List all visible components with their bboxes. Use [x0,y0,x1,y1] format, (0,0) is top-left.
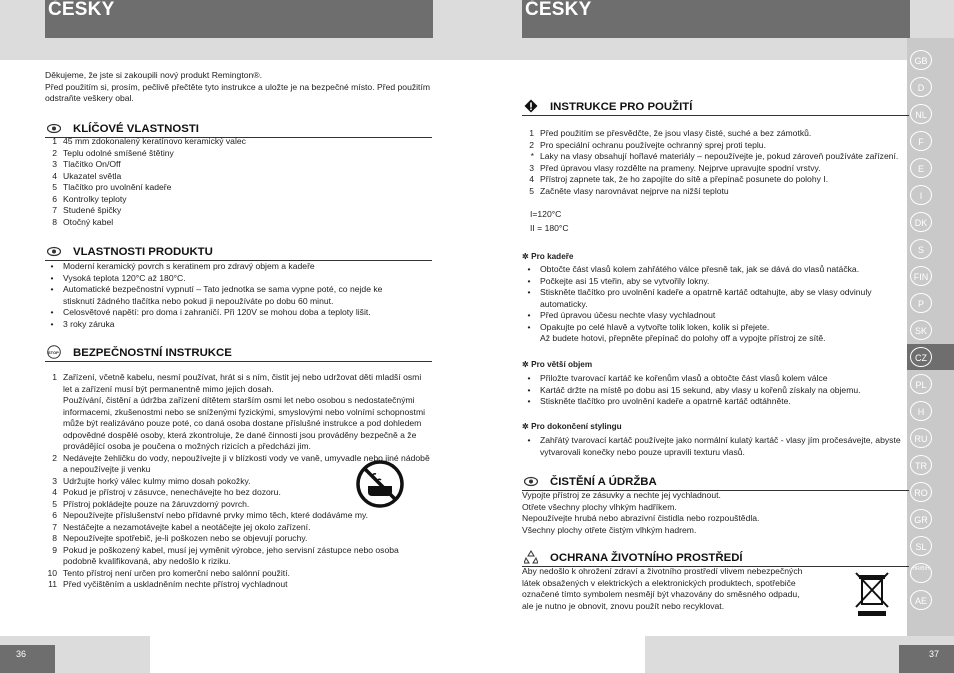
list-item [45,159,430,171]
list-item [45,284,410,307]
list-item-text: Před úpravou vlasy rozdělte na prameny. Nejprve upravujte spodní vrstvy. [540,162,821,173]
list-item [45,182,430,194]
weee-bin-icon [852,569,892,619]
list-item-text: Tlačítko On/Off [63,159,121,169]
eye-icon [47,123,61,134]
no-bath-water-icon [355,459,405,509]
stop-icon-label: STOP [48,350,59,355]
list-item-text: Nestáčejte a nezamotávejte kabel a neotáčejte jej okolo zařízení. [63,521,311,532]
temp-low: I=120°C [530,209,562,219]
list-item [522,163,902,175]
features-list [45,136,430,228]
list-item-marker: * [530,151,534,161]
cleaning-line-3: Nepoužívejte hrubá nebo abrazivní čistidla nebo rozpouštědla. [522,513,760,523]
eye-icon [524,476,538,487]
list-item [522,435,902,458]
eye-icon [47,246,61,257]
list-item-text: Celosvětové napětí: pro doma i zahraničí. Při 120V se mohou doba a teploty lišit. [63,307,371,317]
list-item-marker: • [527,310,531,320]
list-item-marker: 10 [47,567,57,578]
recycle-icon [524,550,538,564]
list-item-text: Pokud je poškozený kabel, musí jej vyměnit výrobce, jeho servisní zástupce nebo osoba podobně kvalifikovaná, aby nedošlo k riziku. [63,544,399,566]
list-item-marker: 3 [529,162,534,173]
list-item-marker: • [50,307,54,317]
list-item-marker: 7 [52,521,57,532]
list-item [45,510,430,522]
list-item-text: Zařízení, včetně kabelu, nesmí používat, hrát si s ním, čistit jej nebo udržovat děti mladší osmi let a zařízení musí být permanentně mimo jejich dosah. Používání, čistění a údržba zařízení dítětem starším osmi let nebo osobou s nedostatečnými informacemi, zkušenostmi nebo se sníženými fyzickými, smyslovými nebo volnímí schopnostmi může být realizáváno pouze poté, co daná osoba dostane příslušné instrukce a pod dohledem odpovědné dospělé osoby, která zkontroluje, že dané činnosti jsou prováděny bezpečně a že provádějící osoba je poučena o možných rizicích a předcházi jim. [63,372,426,451]
safety-heading [45,344,432,362]
list-item-text: Před vyčištěním a uskladněním nechte přístroj vychladnout [63,579,288,589]
list-item-marker: 8 [52,216,57,227]
curls-heading [522,251,573,261]
list-item-text: 3 roky záruka [63,318,115,329]
product-list [45,261,410,330]
list-item-marker: • [527,264,531,274]
list-item-text: Nepoužívejte spotřebič, je-li poškozen nebo se objevují poruchy. [63,533,308,543]
list-item-marker: 3 [52,159,57,169]
list-item [45,205,430,217]
language-tab-sk[interactable]: SK [910,320,932,340]
language-tab-sl[interactable]: SL [910,536,932,556]
list-item-text: Obtočte část vlasů kolem zahřátého válce přesně tak, jak se dává do vlasů natáčka. [540,264,860,274]
list-item-text: Tlačítko pro uvolnění kadeře [63,182,172,192]
list-item-text: Nedávejte žehličku do vody, nepoužívejte ji v blízkosti vody ve vaně, umyvadle nebo jiné nádobě a nepoužívejte ji venku [63,452,430,474]
list-item-text: Teplu odolné smíšené štětiny [63,147,174,158]
list-item [45,217,430,229]
volume-title: Pro větší objem [531,360,593,369]
list-item-marker: 6 [52,510,57,520]
list-item-marker: 1 [52,372,57,382]
list-item [45,319,410,331]
language-tab-dk[interactable]: DK [910,212,932,232]
list-item [522,128,902,140]
list-item [45,307,410,319]
left-header: ČESKY [45,0,433,38]
list-item-marker: • [527,384,531,395]
list-item-marker: • [527,396,531,406]
list-item-marker: • [50,284,54,294]
finish-heading [522,421,622,431]
list-item-text: Stiskněte tlačítko pro uvolnění kadeře a opatrně kartáč odtáhněte. [540,396,791,406]
list-item-text: Zahřátý tvarovací kartáč používejte jako normální kulatý kartáč - vlasy jím pročesávejte, abyste vytvarovali konečky nebo pouze upravili texturu vlasů. [540,435,901,457]
list-item-marker: • [527,321,531,332]
language-tab-nl[interactable]: NL [910,104,932,124]
cleaning-line-2: Otřete všechny plochy vlhkým hadříkem. [522,502,677,512]
list-item [45,545,430,568]
list-item-text: Automatické bezpečnostní vypnutí – Tato jednotka se sama vypne poté, co nejde ke stisknutí žádného tlačítka nebo pokud ji nepoužíváte po dobu 60 minut. [63,284,383,306]
page-number-right: 37 [929,649,940,659]
cleaning-heading [522,473,909,491]
page-number-left: 36 [16,649,27,659]
list-item-text: Začněte vlasy narovnávat nejprve na nižší teplotu [540,185,729,196]
list-item [522,322,902,345]
environment-title: OCHRANA ŽIVOTNÍHO PROSTŘEDÍ [550,552,743,564]
list-item-text: Počkejte asi 15 vteřin, aby se vytvořily lokny. [540,275,710,286]
language-tab-f[interactable]: F [910,131,932,151]
language-tab-gb[interactable]: GB [910,50,932,70]
list-item [522,385,902,397]
finish-title: Pro dokončení stylingu [531,422,622,431]
list-item-marker: • [527,435,531,445]
list-item-text: Tento přístroj není určen pro komerční nebo salónní použití. [63,567,290,578]
sun-icon: ✲ [522,422,529,431]
intro-text: Děkujeme, že jste si zakoupili nový produkt Remington®. Před použitím si, prosím, pečlivě přečtěte tyto instrukce a uložte je na bezpečné místo. Před použitím odstraňte veškery obal. [45,70,430,103]
list-item-text: Nepoužívejte příslušenství nebo přídavné prvky mimo těch, které dodáváme my. [63,510,369,520]
list-item-marker: 1 [52,136,57,146]
product-heading [45,243,432,261]
language-tab-ru[interactable]: RU [910,428,932,448]
list-item-marker: • [50,272,54,283]
cleaning-line-1: Vypojte přístroj ze zásuvky a nechte jej vychladnout. [522,490,721,500]
list-item-marker: 4 [529,174,534,184]
list-item-marker: 5 [529,185,534,196]
safety-title: BEZPEČNOSTNÍ INSTRUKCE [73,347,232,359]
list-item-text: Studené špičky [63,205,122,215]
volume-heading [522,359,592,369]
language-tab-i[interactable]: I [910,185,932,205]
volume-list [522,373,902,408]
list-item-text: Stiskněte tlačítko pro uvolnění kadeře a opatrně kartáč odtahujte, aby se vlasy odvinuly automaticky. [540,287,872,309]
list-item [522,396,902,408]
product-title: VLASTNOSTI PRODUKTU [73,246,213,258]
list-item [45,194,430,206]
right-header: ČESKY [522,0,910,38]
list-item-marker: 5 [52,498,57,509]
environment-text: Aby nedošlo k ohrožení zdraví a životního prostředí vlivem nebezpečných látek obsažených v elektrických a elektronických produktech, spotřebiče označené tímto symbolem nesmějí být vhazovány do směsného odpadu, ale je nutno je obnovit, znovu použít nebo recyklovat. [522,566,803,611]
sun-icon: ✲ [522,360,529,369]
list-item-text: Moderní keramický povrch s keratinem pro zdravý objem a kadeře [63,261,315,271]
sun-icon: ✲ [522,252,529,261]
instructions-heading [522,98,909,116]
list-item-marker: • [527,287,531,297]
list-item-marker: 6 [52,193,57,204]
list-item-marker: 9 [52,544,57,555]
cleaning-line-4: Všechny plochy otřete čistým vlhkým hadrem. [522,525,697,535]
list-item [45,261,410,273]
list-item-text: Před použitím se přesvědčte, že jsou vlasy čisté, suché a bez zámotků. [540,128,812,138]
list-item-text: Kontrolky teploty [63,193,127,204]
list-item-marker: 1 [529,128,534,138]
list-item-text: Před úpravou účesu nechte vlasy vychladnout [540,310,716,320]
list-item-text: Laky na vlasy obsahují hořlavé materiály – nepoužívejte je, pokud zároveň používáte zařízení. [540,151,899,161]
list-item-marker: • [527,275,531,286]
curls-title: Pro kadeře [531,252,574,261]
language-tab-tr[interactable]: TR [910,455,932,475]
list-item [45,568,430,580]
list-item-marker: 4 [52,487,57,497]
language-tab-fin[interactable]: FIN [910,266,932,286]
list-item-text: Udržujte horký válec kulmy mimo dosah pokožky. [63,475,251,486]
list-item-marker: 2 [529,139,534,150]
temp-high: II = 180°C [530,223,569,233]
list-item-text: Přiložte tvarovací kartáč ke kořenům vlasů a obtočte část vlasů kolem válce [540,373,828,383]
language-tab-h[interactable]: H [910,401,932,421]
list-item-text: Kartáč držte na místě po dobu asi 15 sekund, aby vlasy u kořenů získaly na objemu. [540,384,861,395]
language-tab-pl[interactable]: PL [910,374,932,394]
language-tab-e[interactable]: E [910,158,932,178]
curls-list [522,264,902,345]
list-item [522,276,902,288]
list-item-marker: 4 [52,170,57,181]
list-item-marker: 8 [52,533,57,543]
list-item [522,174,902,186]
list-item-marker: 5 [52,182,57,192]
list-item-marker: 7 [52,205,57,215]
list-item-marker: • [50,261,54,271]
list-item [522,186,902,198]
list-item-marker: 3 [52,475,57,486]
language-tab-cz[interactable]: CZ [910,347,932,367]
language-tab-ae[interactable]: AE [910,590,932,610]
list-item-text: Ukazatel světla [63,170,122,181]
list-item-text: Přístroj zapnete tak, že ho zapojíte do sítě a přepínač posunete do polohy I. [540,174,829,184]
cleaning-title: ČISTĚNÍ A ÚDRŽBA [550,476,657,488]
language-tab-d[interactable]: D [910,77,932,97]
list-item [45,372,430,453]
list-item-text: Vysoká teplota 120°C až 180°C. [63,272,186,283]
list-item-text: Opakujte po celé hlavě a vytvořte tolik loken, kolik si přejete. Až budete hotovi, přepněte přepínač do polohy off a vypojte přístroj ze sítě. [540,321,826,343]
list-item-marker: 2 [52,147,57,158]
list-item [45,171,430,183]
finish-list [522,435,902,458]
list-item [522,287,902,310]
list-item-text: 45 mm zdokonalený keratínovo keramický valec [63,136,246,146]
language-tab-gr[interactable]: GR [910,509,932,529]
list-item [45,273,410,285]
language-tab-p[interactable]: P [910,293,932,313]
list-item [45,579,430,591]
list-item-marker: • [50,318,54,329]
list-item [45,148,430,160]
warning-icon [524,99,538,113]
language-tab-s[interactable]: S [910,239,932,259]
environment-heading [522,549,909,567]
list-item-text: Přístroj pokládejte pouze na žáruvzdorný povrch. [63,498,250,509]
list-item [522,151,902,163]
list-item [522,310,902,322]
list-item [522,373,902,385]
list-item [45,136,430,148]
page-number-left-box [0,645,55,673]
list-item [45,522,430,534]
list-item-text: Pro speciální ochranu používejte ochranný sprej proti teplu. [540,139,766,150]
list-item [45,533,430,545]
instructions-title: INSTRUKCE PRO POUŽITÍ [550,101,693,113]
features-title: KLÍČOVÉ VLASTNOSTI [73,123,199,135]
list-item-marker: • [527,373,531,383]
language-tab-hr-bih[interactable]: HR/BIH [910,563,932,583]
language-tab-ro[interactable]: RO [910,482,932,502]
list-item-text: Otočný kabel [63,216,114,227]
page-number-right-box [899,645,954,673]
list-item-text: Pokud je přístroj v zásuvce, nenechávejte ho bez dozoru. [63,487,281,497]
instructions-list [522,128,902,197]
list-item-marker: 2 [52,452,57,463]
list-item [522,140,902,152]
list-item-marker: 11 [48,579,57,589]
list-item [522,264,902,276]
